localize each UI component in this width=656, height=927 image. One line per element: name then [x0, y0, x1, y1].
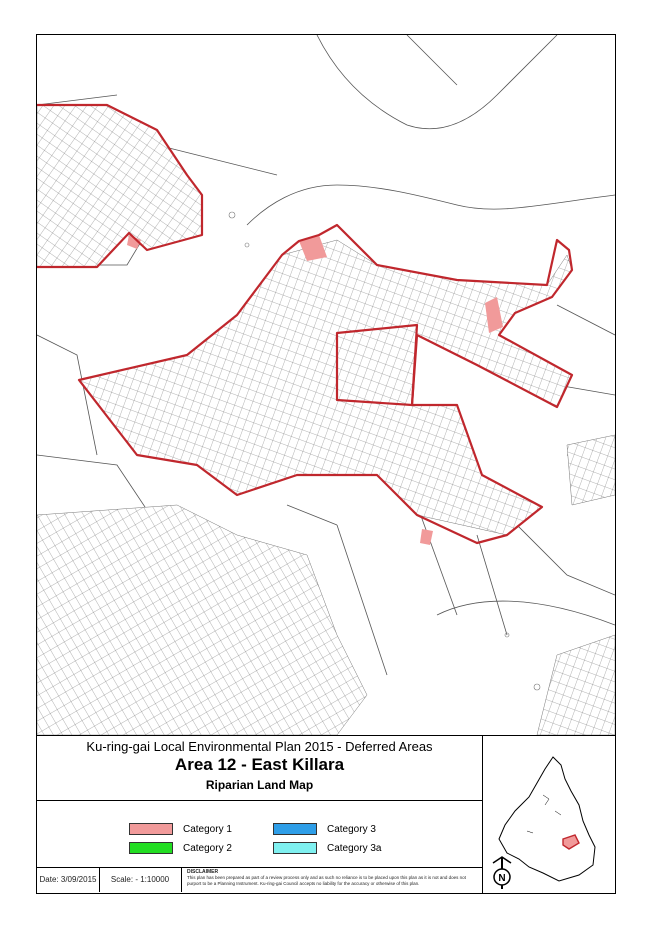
- legend-label: Category 3a: [327, 842, 382, 854]
- legend-swatch: [129, 823, 173, 835]
- legend-item-category-1: [129, 823, 232, 835]
- north-label: N: [498, 873, 506, 884]
- map-frame: [37, 35, 615, 736]
- disclaimer: [187, 869, 479, 887]
- legend: [37, 801, 483, 867]
- map-date: Date: 3/09/2015: [37, 868, 100, 892]
- cadastre-lots: [37, 105, 615, 735]
- legend-label: Category 3: [327, 823, 376, 835]
- legend-swatch: [273, 842, 317, 854]
- locator-panel: [483, 735, 615, 893]
- disclaimer-text: This plan has been prepared as part of a review process only and as such no reliance is to be placed upon this plan as it is not and does not purport to be a Planning Instrument. Ku-ring-gai Council accepts no liability for the accuracy or otherwise of this plan.: [187, 875, 466, 886]
- north-arrow-icon: [489, 855, 515, 891]
- map-canvas: [37, 35, 615, 735]
- legend-item-category-3: [273, 823, 376, 835]
- legend-label: Category 1: [183, 823, 232, 835]
- map-sheet: [36, 34, 616, 894]
- disclaimer-title: DISCLAIMER: [187, 869, 219, 875]
- area-title: Area 12 - East Killara: [174, 755, 345, 774]
- plan-title: Ku-ring-gai Local Environmental Plan 2015 - Deferred Areas: [86, 739, 433, 754]
- legend-swatch: [273, 823, 317, 835]
- title-block: [37, 735, 483, 801]
- map-name: Riparian Land Map: [205, 778, 314, 792]
- legend-item-category-3a: [273, 842, 381, 854]
- legend-label: Category 2: [183, 842, 232, 854]
- footer: [37, 867, 483, 893]
- legend-item-category-2: [129, 842, 232, 854]
- map-scale: Scale: - 1:10000: [99, 868, 182, 892]
- legend-swatch: [129, 842, 173, 854]
